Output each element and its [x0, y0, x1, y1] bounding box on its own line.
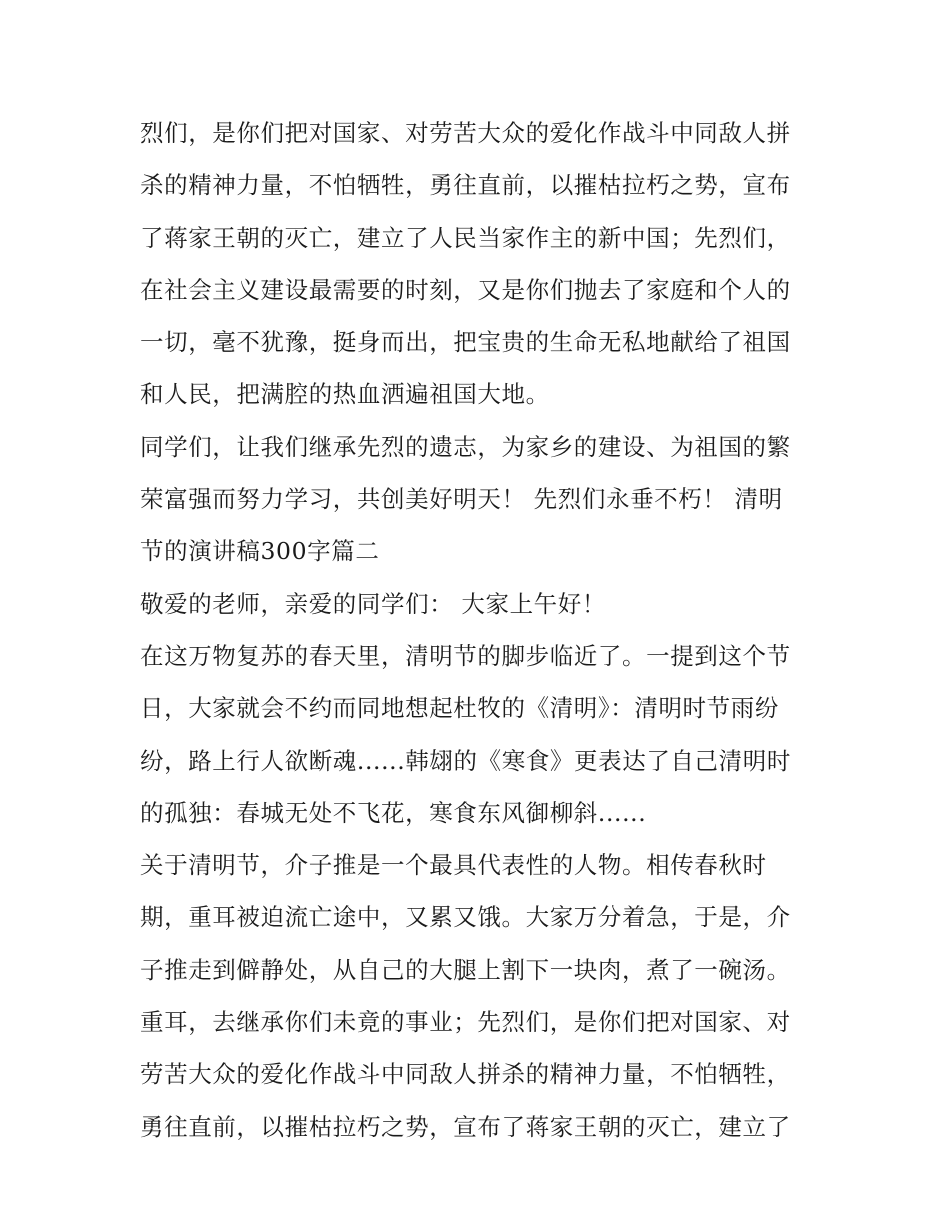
text-line: 一切，毫不犹豫，挺身而出，把宝贵的生命无私地献给了祖国	[140, 328, 791, 357]
text-line: 在社会主义建设最需要的时刻，又是你们抛去了家庭和个人的	[140, 275, 791, 304]
text-line: 的孤独：春城无处不飞花，寒食东风御柳斜......	[140, 798, 647, 827]
text-line: 杀的精神力量，不怕牺牲，勇往直前，以摧枯拉朽之势，宣布	[140, 171, 791, 200]
greeting-line: 敬爱的老师，亲爱的同学们： 大家上午好！	[140, 589, 606, 618]
text-line: 重耳，去继承你们未竟的事业；先烈们，是你们把对国家、对	[140, 1008, 791, 1037]
text-line: 劳苦大众的爱化作战斗中同敌人拼杀的精神力量，不怕牺牲，	[140, 1060, 791, 1089]
text-line: 荣富强而努力学习，共创美好明天！ 先烈们永垂不朽！ 清明	[140, 485, 783, 514]
text-line: 在这万物复苏的春天里，清明节的脚步临近了。一提到这个节	[140, 641, 791, 670]
document-text-body	[140, 107, 820, 1153]
section-heading-line: 节的演讲稿300字篇二	[140, 537, 380, 566]
text-line: 同学们，让我们继承先烈的遗志，为家乡的建设、为祖国的繁	[140, 432, 791, 461]
text-line: 勇往直前，以摧枯拉朽之势，宣布了蒋家王朝的灭亡，建立了	[140, 1112, 791, 1141]
text-line: 和人民，把满腔的热血洒遍祖国大地。	[140, 380, 550, 409]
text-line: 了蒋家王朝的灭亡，建立了人民当家作主的新中国；先烈们，	[140, 223, 791, 252]
text-line: 纷，路上行人欲断魂......韩翃的《寒食》更表达了自己清明时	[140, 746, 791, 775]
text-line: 日，大家就会不约而同地想起杜牧的《清明》：清明时节雨纷	[140, 694, 779, 723]
text-line: 子推走到僻静处，从自己的大腿上割下一块肉，煮了一碗汤。	[140, 955, 791, 984]
text-line: 关于清明节，介子推是一个最具代表性的人物。相传春秋时	[140, 851, 767, 880]
text-line: 期，重耳被迫流亡途中，又累又饿。大家万分着急，于是，介	[140, 903, 791, 932]
text-line: 烈们，是你们把对国家、对劳苦大众的爱化作战斗中同敌人拼	[140, 119, 791, 147]
